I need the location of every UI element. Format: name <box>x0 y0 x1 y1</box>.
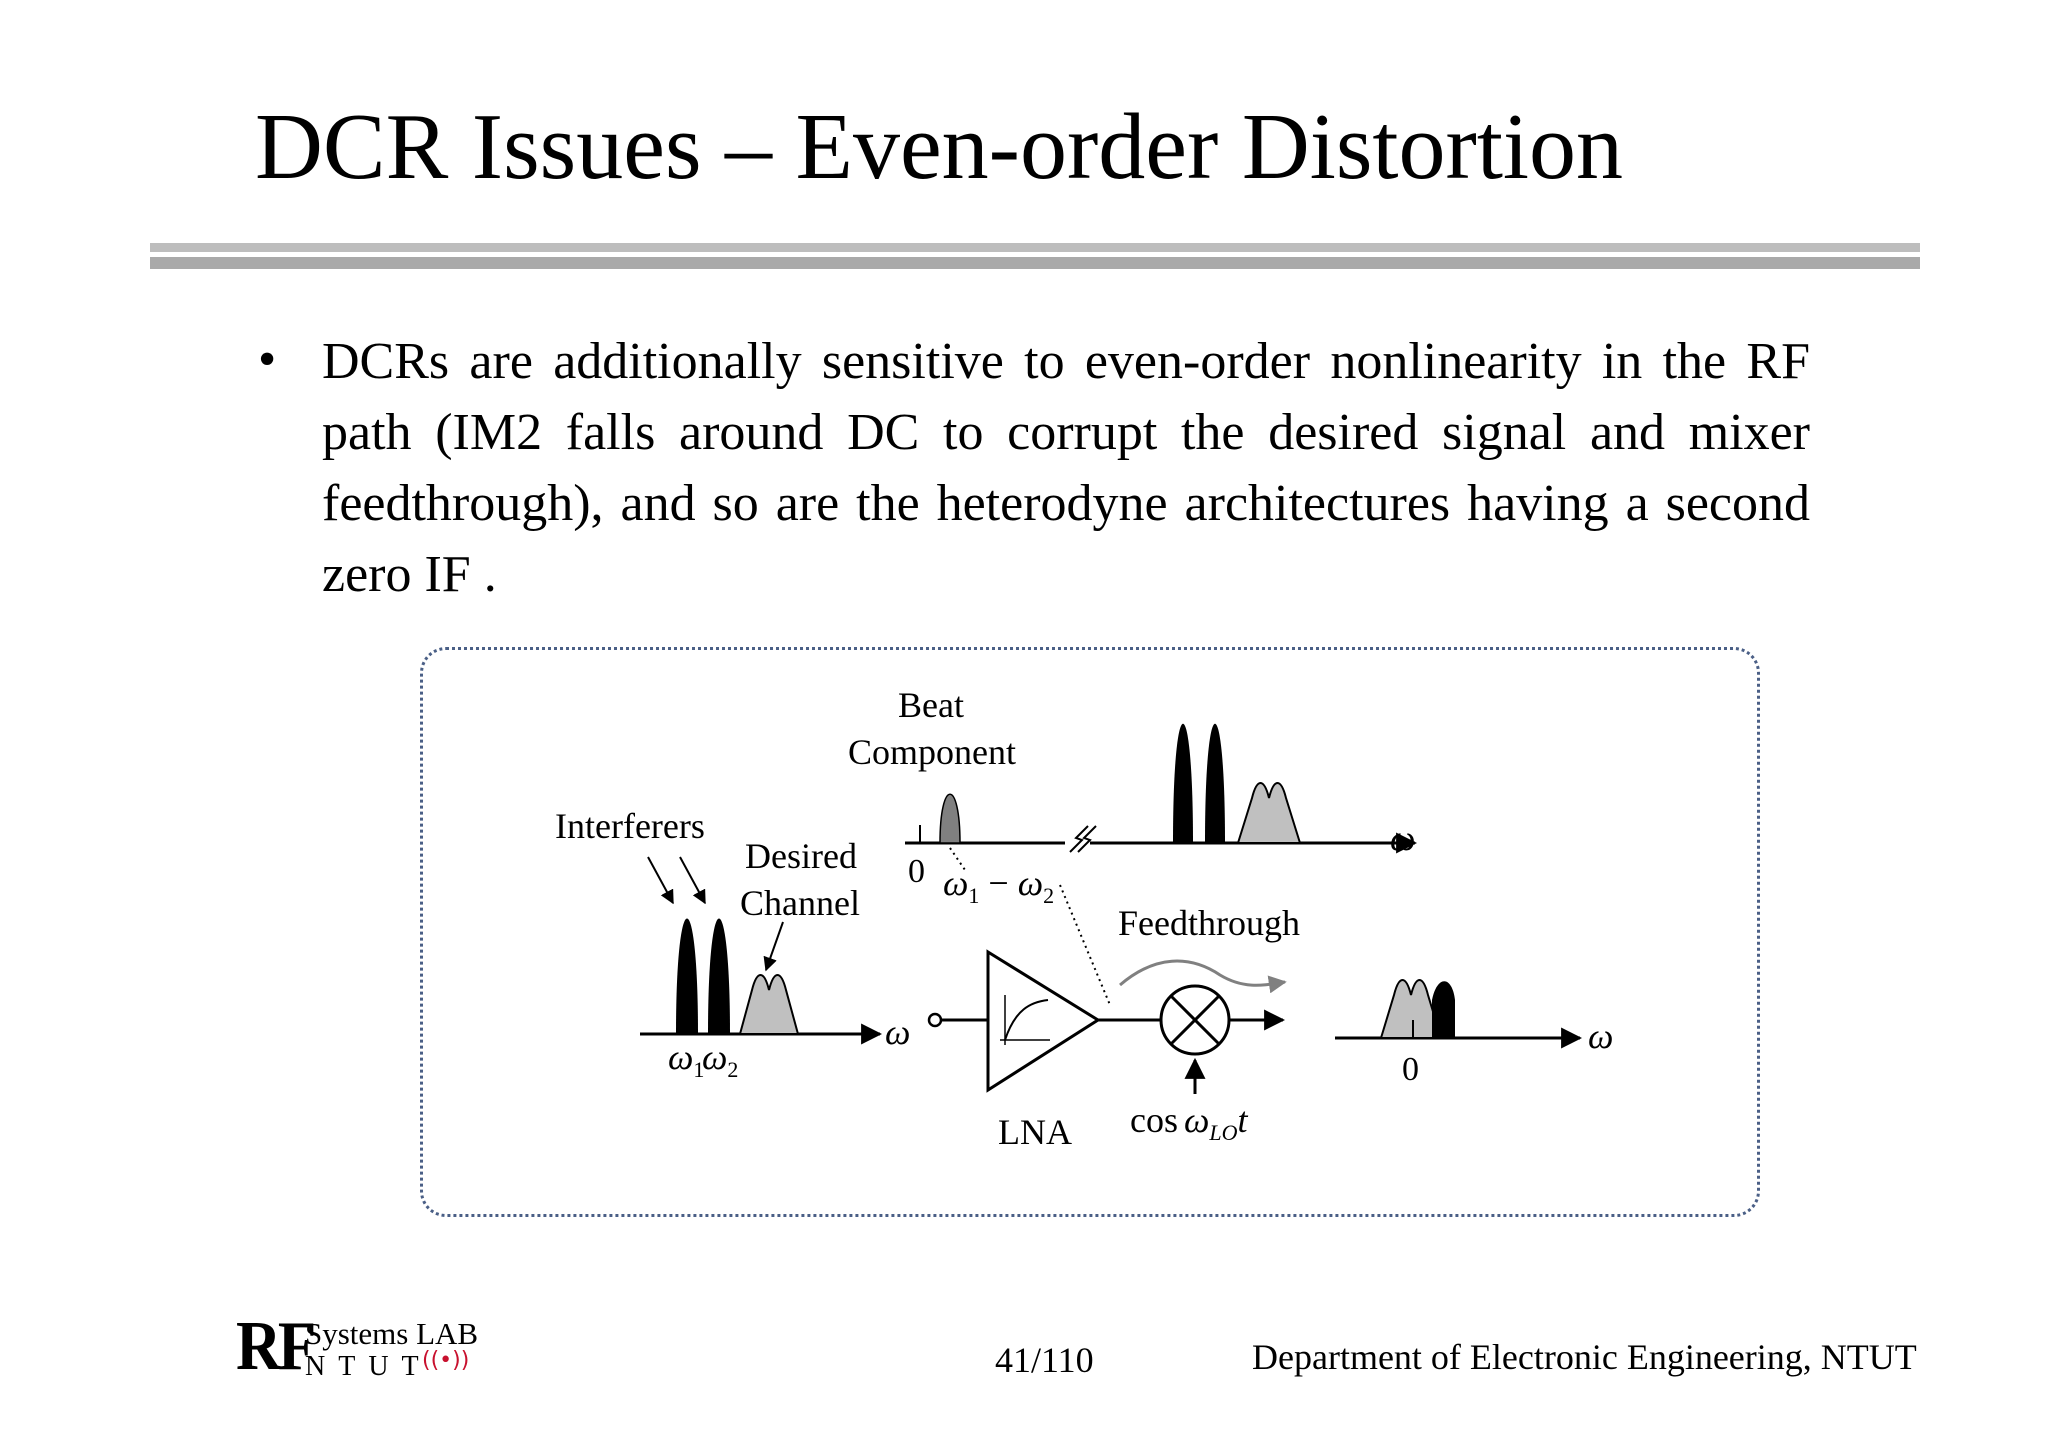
omega-label-top: ω <box>1390 818 1416 858</box>
feedthrough-arrow <box>1120 961 1285 985</box>
logo-ntut-text: NTUT <box>305 1351 432 1382</box>
logo-systems-lab-text: Systems LAB <box>305 1316 479 1351</box>
desired-label-line1: Desired <box>745 836 857 876</box>
beat-component-spectrum <box>940 794 960 843</box>
slide-title: DCR Issues – Even-order Distortion <box>255 95 1624 199</box>
top-desired-spectrum <box>1238 783 1300 843</box>
output-beat-spectrum <box>1432 981 1455 1038</box>
input-port-icon <box>929 1014 941 1026</box>
interferer-arrow-2 <box>680 857 705 903</box>
beat-label-line1: Beat <box>898 685 964 725</box>
rf-logo-mark: RF <box>236 1308 313 1385</box>
w2-label: $\omega_2$ <box>702 1037 739 1082</box>
omega-label-output: ω <box>1588 1016 1614 1056</box>
beat-label-line2: Component <box>848 732 1016 772</box>
page-number: 41/110 <box>995 1340 1094 1380</box>
feedthrough-label: Feedthrough <box>1118 903 1300 943</box>
bullet-paragraph: DCRs are additionally sensitive to even-order nonlinearity in the RF path (IM2 falls around DC to corrupt the desired signal and mixer feedthrough), and so are the heterodyne architectures having a second zero IF . <box>322 333 1810 603</box>
desired-channel-spectrum <box>740 975 798 1034</box>
lna-label: LNA <box>998 1112 1072 1152</box>
w1-label: $\omega_1$ <box>668 1037 705 1082</box>
desired-label-line2: Channel <box>740 883 860 923</box>
desired-arrow <box>766 922 783 970</box>
bullet-marker: • <box>258 331 277 388</box>
zero-label-output: 0 <box>1402 1051 1419 1088</box>
department-footer: Department of Electronic Engineering, NTUT <box>1252 1337 1917 1377</box>
w1-minus-w2-label: $\omega_1 - \omega_2$ <box>943 863 1055 908</box>
interferer-1 <box>676 919 698 1035</box>
interferer-2 <box>708 919 730 1035</box>
interferer-arrow-1 <box>648 857 673 903</box>
top-interferer-1 <box>1173 724 1193 843</box>
beat-dotted-leader-2 <box>1060 885 1110 1005</box>
top-interferer-2 <box>1205 724 1225 843</box>
interferers-label: Interferers <box>555 806 705 846</box>
omega-label-input: ω <box>885 1012 911 1052</box>
lo-label: $\cos \omega_{LO}t$ <box>1130 1100 1248 1145</box>
wireless-waves-icon: ((•)) <box>422 1348 470 1373</box>
zero-label-top: 0 <box>908 853 925 890</box>
